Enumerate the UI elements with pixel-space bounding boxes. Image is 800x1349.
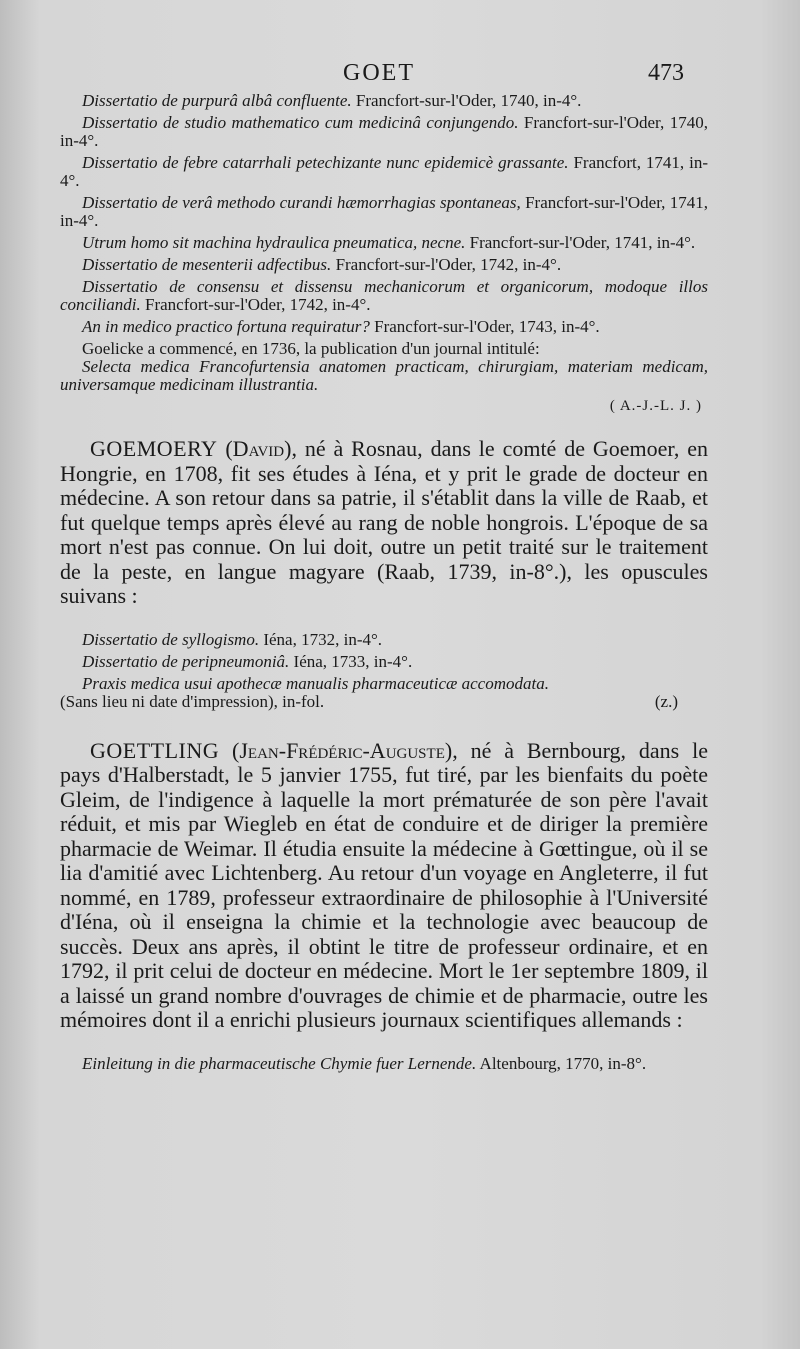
bibliography-entry xyxy=(60,278,708,314)
work-title: Selecta medica Francofurtensia anatomen practicam, chirurgiam, materiam medicam, universamque medicinam illustrantia. xyxy=(60,357,708,394)
work-publication: Altenbourg, 1770, in-8°. xyxy=(476,1053,647,1073)
entry-text: , né à Rosnau, dans le comté de Goemoer, en Hongrie, en 1708, fit ses études à Iéna, et y prit le grade de docteur en médecine. A son retour dans sa patrie, il s'établit dans la ville de Raab, et fut quelque temps après élevé au rang de noble hongrois. L'époque de sa mort n'est pas connue. On lui doit, outre un petit traité sur le traitement de la peste, en langue magyare (Raab, 1739, in-8°.), les opuscules suivans : xyxy=(60,436,709,608)
goettling-works-list xyxy=(60,1055,708,1073)
work-publication: Francfort-sur-l'Oder, 1740, in-4°. xyxy=(60,113,708,150)
work-title: Dissertatio de studio mathematico cum medicinâ conjungendo. xyxy=(82,113,519,132)
article-goemoery xyxy=(60,437,708,609)
entry-name: GOEMOERY xyxy=(90,436,218,461)
work-publication: Francfort, 1741, in-4°. xyxy=(60,153,708,190)
entry-text: , né à Bernbourg, dans le pays d'Halberstadt, le 5 janvier 1755, fut tiré, par les bienfaits du poète Gleim, de l'indigence à laquelle la mort prématurée de son père l'avait réduit, et mis par Wiegleb en état de conduire et de diriger la première pharmacie de Weimar. Il étudia ensuite la médecine à Gœttingue, où il se lia d'amitié avec Lichtenberg. Au retour d'un voyage en Angleterre, il fut nommé, en 1789, professeur extraordinaire de philosophie à l'Université d'Iéna, où il enseigna la chimie et la technologie avec beaucoup de succès. Deux ans après, il obtint le titre de professeur ordinaire, et en 1792, il prit celui de docteur en médecine. Mort le 1er septembre 1809, il a laissé un grand nombre d'ouvrages de chimie et de pharmacie, outre les mémoires dont il a enrichi plusieurs journaux scientifiques allemands : xyxy=(60,737,709,1032)
work-publication: Francfort-sur-l'Oder, 1741, in-4°. xyxy=(465,233,696,252)
entry-forename: (Jean-Frédéric-Auguste) xyxy=(232,737,453,763)
bibliography-entry-end xyxy=(60,693,708,711)
work-publication: Francfort-sur-l'Oder, 1742, in-4°. xyxy=(140,295,371,314)
running-head: GOET xyxy=(343,60,415,86)
work-title: An in medico practico fortuna requiratur? xyxy=(82,317,370,336)
work-publication: Iéna, 1733, in-4°. xyxy=(289,651,413,671)
author-signature: ( A.-J.-L. J. ) xyxy=(609,398,702,414)
article-goettling xyxy=(60,739,708,1033)
bibliography-entry xyxy=(60,234,708,252)
work-title: Dissertatio de febre catarrhali petechizante nunc epidemicè grassante. xyxy=(82,153,569,172)
bibliography-entry xyxy=(60,114,708,150)
work-publication: Iéna, 1732, in-4°. xyxy=(259,629,383,649)
bibliography-entry xyxy=(60,256,708,274)
entry-name: GOETTLING xyxy=(90,737,220,763)
author-signature: (z.) xyxy=(654,691,678,711)
bibliography-entry xyxy=(60,154,708,190)
bibliography-entry xyxy=(60,1055,708,1073)
spacer xyxy=(60,1033,708,1055)
bibliography-entry xyxy=(60,194,708,230)
bibliography-entry xyxy=(60,653,708,671)
work-title: Dissertatio de mesenterii adfectibus. xyxy=(82,255,332,274)
work-publication: Francfort-sur-l'Oder, 1743, in-4°. xyxy=(369,317,600,336)
bibliography-entry xyxy=(60,631,708,649)
bibliography-entry xyxy=(60,92,708,110)
work-title: Einleitung in die pharmaceutische Chymie fuer Lernende. xyxy=(82,1053,477,1073)
spacer xyxy=(60,711,708,739)
bibliography-entry xyxy=(60,675,708,693)
work-publication: (Sans lieu ni date d'impression), in-fol. xyxy=(60,691,325,711)
work-title: Dissertatio de syllogismo. xyxy=(82,629,260,649)
goelicke-works-list xyxy=(60,92,708,415)
work-title: Praxis medica usui apothecæ manualis pharmaceuticæ accomodata. xyxy=(82,673,549,693)
page-header xyxy=(0,60,800,90)
work-publication: Francfort-sur-l'Oder, 1742, in-4°. xyxy=(331,255,562,274)
page-number: 473 xyxy=(648,60,684,86)
work-title: Utrum homo sit machina hydraulica pneumatica, necne. xyxy=(82,233,466,252)
work-publication: Francfort-sur-l'Oder, 1740, in-4°. xyxy=(351,91,582,110)
page-body xyxy=(60,92,708,1077)
bibliography-entry xyxy=(60,318,708,336)
work-title: Dissertatio de purpurâ albâ confluente. xyxy=(82,91,352,110)
journal-title xyxy=(60,358,708,394)
work-title: Dissertatio de consensu et dissensu mechanicorum et organicorum, modoque illos conciliandi. xyxy=(60,277,708,314)
spacer xyxy=(60,609,708,631)
goemoery-works-list xyxy=(60,631,708,711)
work-publication: Francfort-sur-l'Oder, 1741, in-4°. xyxy=(60,193,708,230)
journal-intro: Goelicke a commencé, en 1736, la publication d'un journal intitulé: xyxy=(82,339,540,358)
spacer xyxy=(60,415,708,437)
work-title: Dissertatio de verâ methodo curandi hæmorrhagias spontaneas, xyxy=(82,193,521,212)
entry-forename: (David) xyxy=(225,436,292,461)
work-title: Dissertatio de peripneumoniâ. xyxy=(82,651,290,671)
